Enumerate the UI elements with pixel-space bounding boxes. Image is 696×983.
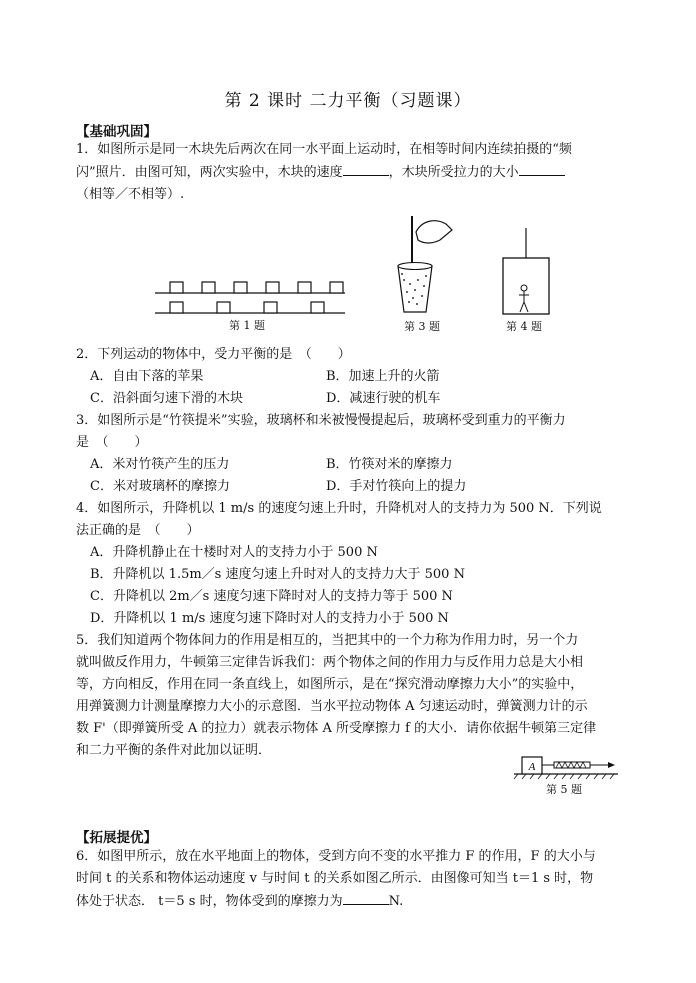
q5-line-4: 用弹簧测力计测量摩擦力大小的示意图．当水平拉动物体 A 匀速运动时，弹簧测力计的示: [76, 699, 588, 714]
q4-option-a[interactable]: A．升降机静止在十楼时对人的支持力小于 500 N: [90, 545, 378, 560]
figure-3-chopstick-rice: [388, 214, 458, 316]
q6-line-1: 6．如图甲所示，放在水平地面上的物体，受到方向不变的水平推力 F 的作用，F 的大小与: [76, 849, 596, 864]
q4-line-2: 法正确的是 （ ）: [76, 523, 200, 538]
q1-line-2: 闪”照片．由图可知，两次实验中，木块的速度 ，木块所受拉力的大小: [76, 161, 624, 184]
question-3-stem: [76, 410, 624, 454]
q2-option-c[interactable]: C．沿斜面匀速下滑的木块: [90, 391, 243, 406]
q5-line-5: 数 F'（即弹簧所受 A 的拉力）就表示物体 A 所受摩擦力 f 的大小．请你依据牛顿第三定律: [76, 721, 597, 736]
q2-option-a[interactable]: A．自由下落的苹果: [90, 369, 204, 384]
question-1: [76, 139, 624, 206]
q3-option-d[interactable]: D．手对竹筷向上的提力: [326, 479, 467, 494]
figure-4-caption: 第 4 题: [506, 320, 542, 333]
q2-option-b[interactable]: B．加速上升的火箭: [326, 369, 440, 384]
q6-line-3: 体处于状态． t＝5 s 时，物体受到的摩擦力为 N.: [76, 890, 624, 913]
figure-4-elevator: [500, 228, 552, 318]
q5-line-1: 5．我们知道两个物体间力的作用是相互的，当把其中的一个力称为作用力时，另一个力: [76, 633, 579, 648]
q4-option-b[interactable]: B．升降机以 1.5m／s 速度匀速上升时对人的支持力大于 500 N: [90, 567, 465, 582]
section-extension-heading: 【拓展提优】: [76, 830, 157, 846]
question-5: [76, 630, 624, 762]
section-basic-heading: 【基础巩固】: [76, 124, 157, 140]
question-4-stem: [76, 498, 624, 542]
q4-line-1: 4．如图所示，升降机以 1 m/s 的速度匀速上升时，升降机对人的支持力为 500 N．下列说: [76, 501, 602, 516]
q1-line-1: 1．如图所示是同一木块先后两次在同一水平面上运动时，在相等时间内连续拍摄的“频: [76, 142, 572, 157]
question-2-stem: 2．下列运动的物体中，受力平衡的是 （ ）: [76, 347, 351, 362]
q1-blank-speed[interactable]: [343, 161, 389, 176]
q1-line-3: （相等／不相等）.: [76, 187, 185, 202]
q3-option-b[interactable]: B．竹筷对米的摩擦力: [326, 457, 453, 472]
q4-option-c[interactable]: C．升降机以 2m／s 速度匀速下降时对人的支持力等于 500 N: [90, 589, 453, 604]
figure-5-block-label: A: [528, 761, 536, 773]
q5-line-6: 和二力平衡的条件对此加以证明．: [76, 743, 272, 758]
q3-option-a[interactable]: A．米对竹筷产生的压力: [90, 457, 230, 472]
q5-line-2: 就叫做反作用力，牛顿第三定律告诉我们：两个物体之间的作用力与反作用力总是大小相: [76, 655, 584, 670]
figure-5-caption: 第 5 题: [546, 783, 582, 796]
q2-option-d[interactable]: D．减速行驶的机车: [326, 391, 441, 406]
q6-line-2: 时间 t 的关系和物体运动速度 v 与时间 t 的关系如图乙所示．由图像可知当 t＝1 s 时，物: [76, 871, 594, 886]
q3-line-1: 3．如图所示是“竹筷提米”实验，玻璃杯和米被慢慢提起后，玻璃杯受到重力的平衡力: [76, 413, 566, 428]
q6-blank-friction[interactable]: [343, 890, 389, 905]
figure-5-spring-scale: [512, 754, 620, 780]
figure-3-caption: 第 3 题: [404, 320, 440, 333]
question-6: [76, 846, 624, 913]
q4-option-d[interactable]: D．升降机以 1 m/s 速度匀速下降时对人的支持力小于 500 N: [90, 611, 449, 626]
page-title: 第 2 课时 二力平衡（习题课）: [224, 91, 472, 111]
figure-1-caption: 第 1 题: [229, 319, 265, 332]
q1-blank-force[interactable]: [519, 161, 565, 176]
q3-option-c[interactable]: C．米对玻璃杯的摩擦力: [90, 479, 230, 494]
q5-line-3: 等，方向相反，作用在同一条直线上，如图所示，是在“探究滑动摩擦力大小”的实验中，: [76, 677, 584, 692]
q3-line-2: 是 （ ）: [76, 435, 148, 450]
